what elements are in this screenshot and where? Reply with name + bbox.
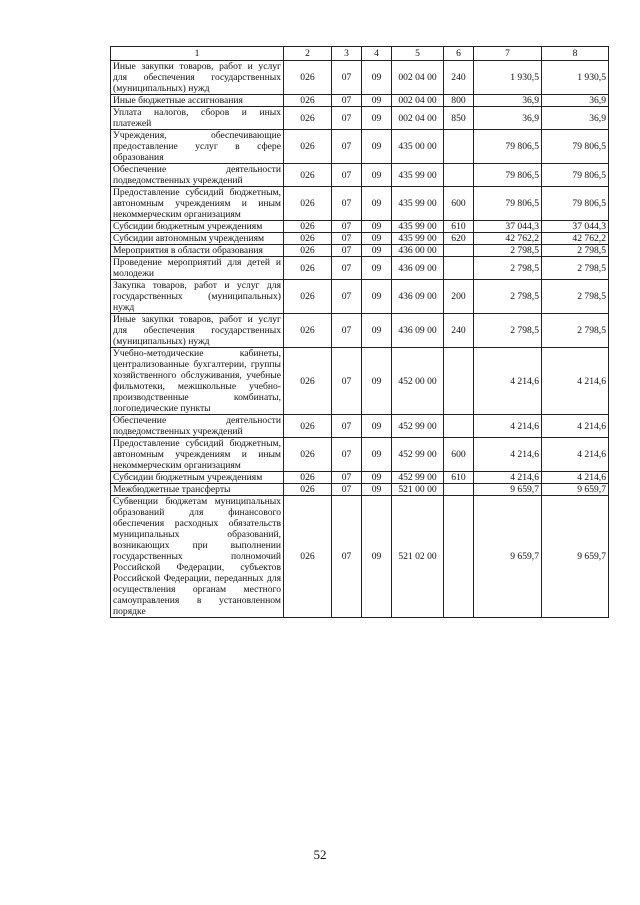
cell-expense-type <box>444 348 474 415</box>
cell-target-article: 435 99 00 <box>392 187 444 221</box>
cell-amount-total: 4 214,6 <box>542 415 609 438</box>
cell-amount: 36,9 <box>474 107 542 130</box>
cell-ministry-code: 026 <box>284 472 332 484</box>
cell-ministry-code: 026 <box>284 496 332 618</box>
cell-target-article: 002 04 00 <box>392 95 444 107</box>
column-header: 1 <box>111 47 284 61</box>
cell-target-article: 435 99 00 <box>392 221 444 233</box>
cell-target-article: 436 00 00 <box>392 245 444 257</box>
cell-ministry-code: 026 <box>284 164 332 187</box>
row-name: Учреждения, обеспечивающие предоставление услуг в сфере образования <box>111 130 284 164</box>
cell-section: 07 <box>332 107 362 130</box>
cell-target-article: 002 04 00 <box>392 107 444 130</box>
cell-target-article: 436 09 00 <box>392 280 444 314</box>
cell-ministry-code: 026 <box>284 61 332 95</box>
cell-expense-type: 600 <box>444 438 474 472</box>
cell-target-article: 521 02 00 <box>392 496 444 618</box>
cell-expense-type <box>444 130 474 164</box>
row-name: Иные бюджетные ассигнования <box>111 95 284 107</box>
cell-section: 07 <box>332 233 362 245</box>
cell-amount: 79 806,5 <box>474 164 542 187</box>
cell-subsection: 09 <box>362 130 392 164</box>
cell-amount: 42 762,2 <box>474 233 542 245</box>
cell-target-article: 435 00 00 <box>392 130 444 164</box>
cell-subsection: 09 <box>362 164 392 187</box>
cell-target-article: 436 09 00 <box>392 257 444 280</box>
cell-amount-total: 36,9 <box>542 95 609 107</box>
cell-ministry-code: 026 <box>284 95 332 107</box>
cell-expense-type: 850 <box>444 107 474 130</box>
cell-amount-total: 1 930,5 <box>542 61 609 95</box>
page-number: 52 <box>313 847 327 862</box>
cell-section: 07 <box>332 245 362 257</box>
table-row <box>111 484 609 496</box>
cell-ministry-code: 026 <box>284 348 332 415</box>
cell-section: 07 <box>332 164 362 187</box>
cell-target-article: 452 99 00 <box>392 438 444 472</box>
cell-amount-total: 79 806,5 <box>542 164 609 187</box>
row-name: Обеспечение деятельности подведомственных учреждений <box>111 164 284 187</box>
table-row <box>111 257 609 280</box>
cell-ministry-code: 026 <box>284 257 332 280</box>
cell-ministry-code: 026 <box>284 280 332 314</box>
column-header: 3 <box>332 47 362 61</box>
cell-subsection: 09 <box>362 484 392 496</box>
cell-amount: 79 806,5 <box>474 130 542 164</box>
cell-section: 07 <box>332 496 362 618</box>
cell-expense-type <box>444 257 474 280</box>
table-row <box>111 130 609 164</box>
cell-subsection: 09 <box>362 348 392 415</box>
cell-amount-total: 36,9 <box>542 107 609 130</box>
cell-subsection: 09 <box>362 257 392 280</box>
cell-target-article: 521 00 00 <box>392 484 444 496</box>
cell-target-article: 435 99 00 <box>392 233 444 245</box>
cell-subsection: 09 <box>362 95 392 107</box>
row-name: Проведение мероприятий для детей и молодежи <box>111 257 284 280</box>
cell-ministry-code: 026 <box>284 245 332 257</box>
cell-amount-total: 9 659,7 <box>542 484 609 496</box>
row-name: Иные закупки товаров, работ и услуг для обеспечения государственных (муниципальных) нужд <box>111 314 284 348</box>
row-name: Учебно-методические кабинеты, централизованные бухгалтерии, группы хозяйственного обслуживания, учебные фильмотеки, межшкольные учебно-производственные комбинаты, логопедические пункты <box>111 348 284 415</box>
cell-expense-type <box>444 164 474 187</box>
cell-subsection: 09 <box>362 221 392 233</box>
cell-expense-type: 200 <box>444 280 474 314</box>
cell-ministry-code: 026 <box>284 221 332 233</box>
cell-amount: 36,9 <box>474 95 542 107</box>
cell-ministry-code: 026 <box>284 415 332 438</box>
row-name: Предоставление субсидий бюджетным, автономным учреждениям и иным некоммерческим организациям <box>111 438 284 472</box>
cell-expense-type: 240 <box>444 61 474 95</box>
cell-amount: 79 806,5 <box>474 187 542 221</box>
cell-section: 07 <box>332 484 362 496</box>
cell-section: 07 <box>332 95 362 107</box>
table-row <box>111 245 609 257</box>
table-row <box>111 280 609 314</box>
cell-section: 07 <box>332 438 362 472</box>
cell-section: 07 <box>332 415 362 438</box>
cell-amount-total: 2 798,5 <box>542 257 609 280</box>
cell-amount-total: 2 798,5 <box>542 245 609 257</box>
cell-subsection: 09 <box>362 280 392 314</box>
table-row <box>111 164 609 187</box>
row-name: Закупка товаров, работ и услуг для государственных (муниципальных) нужд <box>111 280 284 314</box>
cell-amount: 37 044,3 <box>474 221 542 233</box>
cell-subsection: 09 <box>362 61 392 95</box>
cell-expense-type <box>444 415 474 438</box>
cell-amount: 2 798,5 <box>474 314 542 348</box>
cell-amount: 4 214,6 <box>474 348 542 415</box>
cell-subsection: 09 <box>362 233 392 245</box>
row-name: Субвенции бюджетам муниципальных образований для финансового обеспечения расходных обязательств муниципальных образований, возникающих при выполнении государственных полномочий Российской Федерации, субъектов Российской Федерации, переданных для осуществления органам местного самоуправления в установленном порядке <box>111 496 284 618</box>
cell-amount-total: 4 214,6 <box>542 472 609 484</box>
cell-subsection: 09 <box>362 314 392 348</box>
cell-expense-type <box>444 245 474 257</box>
cell-expense-type: 610 <box>444 221 474 233</box>
cell-ministry-code: 026 <box>284 233 332 245</box>
column-header: 5 <box>392 47 444 61</box>
cell-subsection: 09 <box>362 107 392 130</box>
cell-amount: 2 798,5 <box>474 280 542 314</box>
cell-subsection: 09 <box>362 187 392 221</box>
cell-section: 07 <box>332 314 362 348</box>
cell-subsection: 09 <box>362 438 392 472</box>
cell-amount: 4 214,6 <box>474 472 542 484</box>
cell-section: 07 <box>332 348 362 415</box>
cell-expense-type <box>444 484 474 496</box>
cell-subsection: 09 <box>362 415 392 438</box>
table-row <box>111 314 609 348</box>
table-row <box>111 61 609 95</box>
cell-section: 07 <box>332 61 362 95</box>
cell-section: 07 <box>332 221 362 233</box>
cell-ministry-code: 026 <box>284 314 332 348</box>
table-row <box>111 415 609 438</box>
budget-table <box>110 46 609 618</box>
cell-amount: 2 798,5 <box>474 257 542 280</box>
table-header-row <box>111 47 609 61</box>
cell-expense-type: 800 <box>444 95 474 107</box>
row-name: Обеспечение деятельности подведомственных учреждений <box>111 415 284 438</box>
cell-expense-type: 240 <box>444 314 474 348</box>
cell-amount-total: 9 659,7 <box>542 496 609 618</box>
cell-target-article: 436 09 00 <box>392 314 444 348</box>
row-name: Мероприятия в области образования <box>111 245 284 257</box>
row-name: Межбюджетные трансферты <box>111 484 284 496</box>
cell-amount-total: 4 214,6 <box>542 438 609 472</box>
table-row <box>111 472 609 484</box>
cell-target-article: 452 00 00 <box>392 348 444 415</box>
column-header: 7 <box>474 47 542 61</box>
cell-ministry-code: 026 <box>284 107 332 130</box>
table-row <box>111 221 609 233</box>
table-row <box>111 438 609 472</box>
cell-target-article: 002 04 00 <box>392 61 444 95</box>
cell-expense-type <box>444 496 474 618</box>
row-name: Иные закупки товаров, работ и услуг для обеспечения государственных (муниципальных) нужд <box>111 61 284 95</box>
cell-amount: 4 214,6 <box>474 438 542 472</box>
column-header: 2 <box>284 47 332 61</box>
cell-amount-total: 4 214,6 <box>542 348 609 415</box>
cell-amount: 1 930,5 <box>474 61 542 95</box>
cell-section: 07 <box>332 187 362 221</box>
cell-amount-total: 37 044,3 <box>542 221 609 233</box>
table-row <box>111 348 609 415</box>
row-name: Субсидии бюджетным учреждениям <box>111 472 284 484</box>
cell-section: 07 <box>332 257 362 280</box>
column-header: 6 <box>444 47 474 61</box>
row-name: Субсидии бюджетным учреждениям <box>111 221 284 233</box>
cell-amount: 9 659,7 <box>474 484 542 496</box>
cell-subsection: 09 <box>362 245 392 257</box>
row-name: Предоставление субсидий бюджетным, автономным учреждениям и иным некоммерческим организациям <box>111 187 284 221</box>
cell-ministry-code: 026 <box>284 484 332 496</box>
table-row <box>111 107 609 130</box>
row-name: Уплата налогов, сборов и иных платежей <box>111 107 284 130</box>
column-header: 8 <box>542 47 609 61</box>
table-row <box>111 233 609 245</box>
cell-target-article: 452 99 00 <box>392 415 444 438</box>
cell-section: 07 <box>332 130 362 164</box>
cell-amount-total: 2 798,5 <box>542 280 609 314</box>
cell-amount-total: 2 798,5 <box>542 314 609 348</box>
table-row <box>111 496 609 618</box>
cell-amount: 4 214,6 <box>474 415 542 438</box>
cell-ministry-code: 026 <box>284 187 332 221</box>
cell-amount-total: 42 762,2 <box>542 233 609 245</box>
cell-ministry-code: 026 <box>284 130 332 164</box>
cell-amount-total: 79 806,5 <box>542 130 609 164</box>
cell-target-article: 452 99 00 <box>392 472 444 484</box>
cell-target-article: 435 99 00 <box>392 164 444 187</box>
cell-section: 07 <box>332 280 362 314</box>
row-name: Субсидии автономным учреждениям <box>111 233 284 245</box>
column-header: 4 <box>362 47 392 61</box>
cell-amount-total: 79 806,5 <box>542 187 609 221</box>
cell-ministry-code: 026 <box>284 438 332 472</box>
cell-amount: 9 659,7 <box>474 496 542 618</box>
cell-section: 07 <box>332 472 362 484</box>
table-row <box>111 95 609 107</box>
cell-expense-type: 600 <box>444 187 474 221</box>
cell-expense-type: 620 <box>444 233 474 245</box>
cell-expense-type: 610 <box>444 472 474 484</box>
table-row <box>111 187 609 221</box>
cell-subsection: 09 <box>362 496 392 618</box>
cell-subsection: 09 <box>362 472 392 484</box>
cell-amount: 2 798,5 <box>474 245 542 257</box>
